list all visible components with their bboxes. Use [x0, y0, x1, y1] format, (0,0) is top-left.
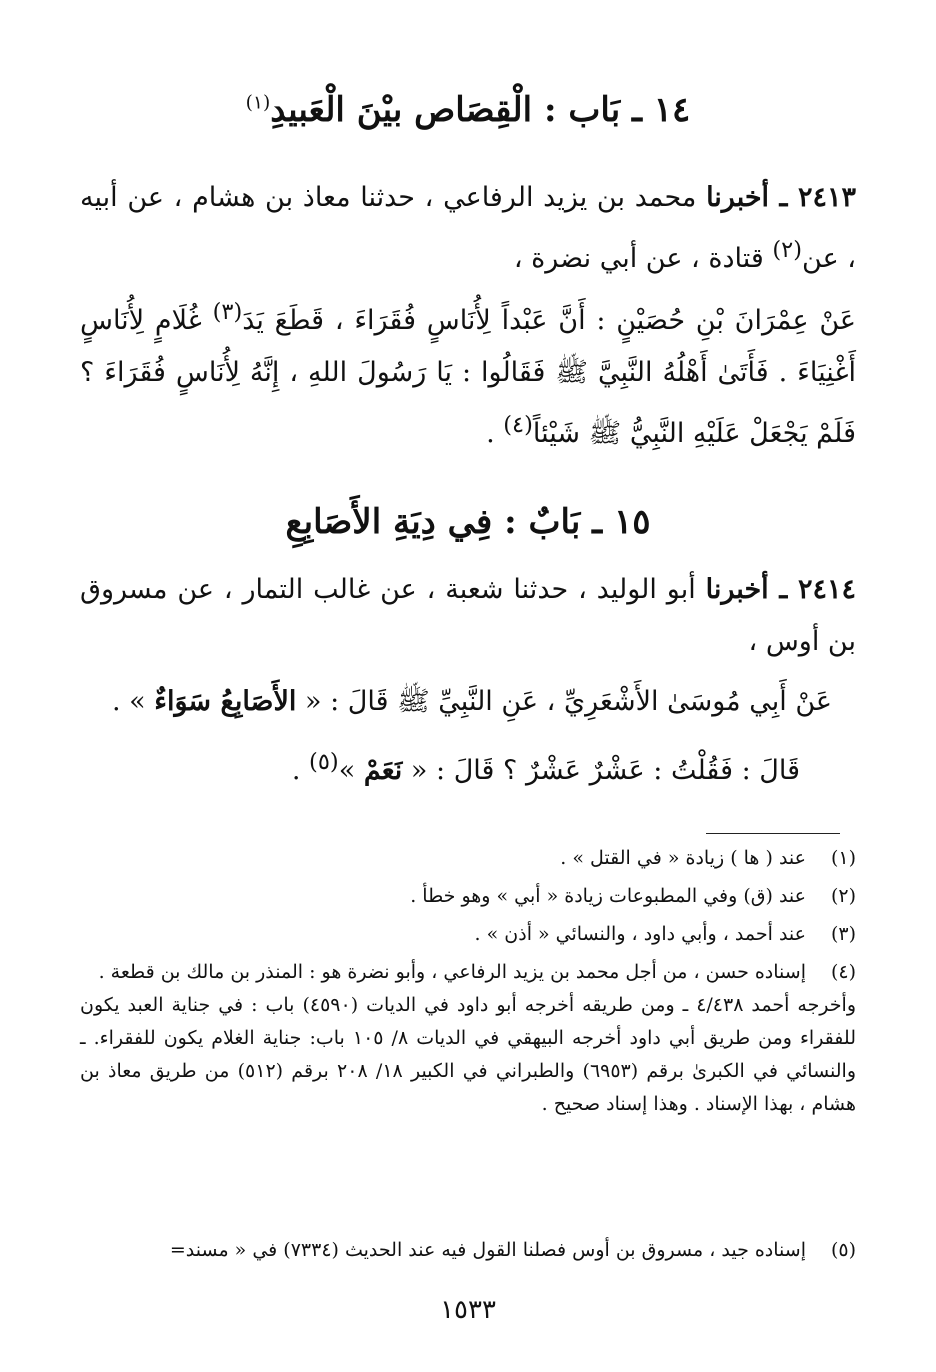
- hadith-2414-matn-2a: قَالَ : فَقُلْتُ : عَشْرٌ عَشْرٌ ؟ قَالَ : «: [402, 755, 800, 786]
- hadith-2413-matn-end: .: [486, 418, 504, 449]
- footnote-separator: [706, 833, 840, 834]
- hadith-2414-matn-end: .: [291, 755, 310, 786]
- footnote-4-text: إسناده حسن ، من أجل محمد بن يزيد الرفاعي ، وأبو نضرة هو : المنذر بن مالك بن قطعة .: [98, 961, 806, 983]
- footnote-1-number: (١): [830, 847, 856, 869]
- hadith-2413-isnad-end: قتادة ، عن أبي نضرة ،: [513, 243, 773, 274]
- footnote-2-number: (٢): [830, 885, 856, 907]
- footnote-2-text: عند (ق) وفي المطبوعات زيادة « أبي » وهو خطأ .: [410, 885, 806, 907]
- footnote-3-number: (٣): [830, 923, 856, 945]
- chapter-heading-15: ١٥ ـ بَابٌ : فِي دِيَةِ الأَصَابِعِ: [285, 502, 651, 542]
- footnote-3: [80, 918, 856, 951]
- hadith-2414-number: ٢٤١٤ ـ أخبرنا: [705, 574, 856, 605]
- hadith-2413-matn-part1: عَنْ عِمْرَانَ بْنِ حُصَيْنٍ : أَنَّ عَبْداً لِأُنَاسٍ فُقَرَاءَ ، قَطَعَ يَدَ: [242, 305, 856, 336]
- footnote-4-text-continued: وأخرجه أحمد ٤/٤٣٨ ـ ومن طريقه أخرجه أبو داود في الديات (٤٥٩٠) باب : في جناية العبد يكون للفقراء ومن طريق أبي داود أخرجه البيهقي في الديات ٨/ ١٠٥ باب: جناية الغلام يكون للفقراء. ـ والنسائي في الكبرىٰ برقم (٦٩٥٣) والطبراني في الكبير ١٨/ ٢٠٨ برقم (٥١٢) من طريق معاذ بن هشام ، بهذا الإسناد . وهذا إسناد صحيح .: [80, 994, 856, 1115]
- footnote-ref-2: (٢): [772, 237, 803, 263]
- hadith-2414-matn-1a: عَنْ أَبِي مُوسَىٰ الأَشْعَرِيِّ ، عَنِ النَّبِيِّ ﷺ قَالَ : «: [296, 686, 832, 717]
- chapter-heading-14-text: ١٤ ـ بَاب : الْقِصَاص بيْنَ الْعَبيدِ: [270, 90, 691, 130]
- hadith-2414-matn-2b: نَعَمْ: [363, 755, 403, 786]
- hadith-2414-matn-1b: الأَصَابِعُ سَوَاءٌ: [154, 686, 297, 717]
- footnote-5: [80, 1234, 856, 1267]
- hadith-2413-isnad-text: محمد بن يزيد الرفاعي ، حدثنا معاذ بن هشام ، عن أبيه ، عن: [80, 182, 856, 274]
- hadith-2414-isnad-text: أبو الوليد ، حدثنا شعبة ، عن غالب التمار ، عن مسروق بن أوس ،: [80, 574, 856, 657]
- hadith-2414-matn-line2: [80, 736, 856, 797]
- footnote-ref-1: (١): [245, 92, 271, 114]
- page-number: ١٥٣٣: [440, 1295, 496, 1325]
- hadith-2414-matn-line1: [80, 676, 856, 728]
- footnote-3-text: عند أحمد ، وأبي داود ، والنسائي « أذن » .: [474, 923, 806, 945]
- footnote-1-text: عند ( ها ) زيادة « في القتل » .: [560, 847, 806, 869]
- footnote-4-number: (٤): [830, 961, 856, 983]
- footnote-ref-5: (٥): [309, 749, 339, 775]
- footnote-2: [80, 880, 856, 913]
- hadith-2413-matn: [80, 286, 856, 460]
- footnote-ref-3: (٣): [212, 299, 243, 325]
- hadith-2413-isnad: [80, 172, 856, 285]
- footnote-1: [80, 842, 856, 875]
- chapter-heading-14: [80, 84, 856, 136]
- footnote-5-text: إسناده جيد ، مسروق بن أوس فصلنا القول فيه عند الحديث (٧٣٣٤) في « مسند=: [169, 1239, 806, 1261]
- hadith-2414-matn-2c: »: [338, 755, 364, 786]
- hadith-2414-isnad: [80, 564, 856, 668]
- footnote-4: [80, 956, 856, 1121]
- footnote-ref-4: (٤): [503, 412, 533, 438]
- hadith-2414-matn-1c: » .: [112, 686, 155, 717]
- hadith-2413-number: ٢٤١٣ ـ أخبرنا: [706, 182, 856, 213]
- footnote-5-number: (٥): [830, 1239, 856, 1261]
- hadith-2413-matn-part2: غُلَامٍ لِأُنَاسٍ أَغْنِيَاءَ . فَأَتَىٰ أَهْلُهُ النَّبِيَّ ﷺ فَقَالُوا : يَا رَسُولَ اللهِ ، إِنَّهُ لِأُنَاسٍ فُقَرَاءَ ؟ فَلَمْ يَجْعَلْ عَلَيْهِ النَّبِيُّ ﷺ شَيْئاً: [80, 305, 856, 449]
